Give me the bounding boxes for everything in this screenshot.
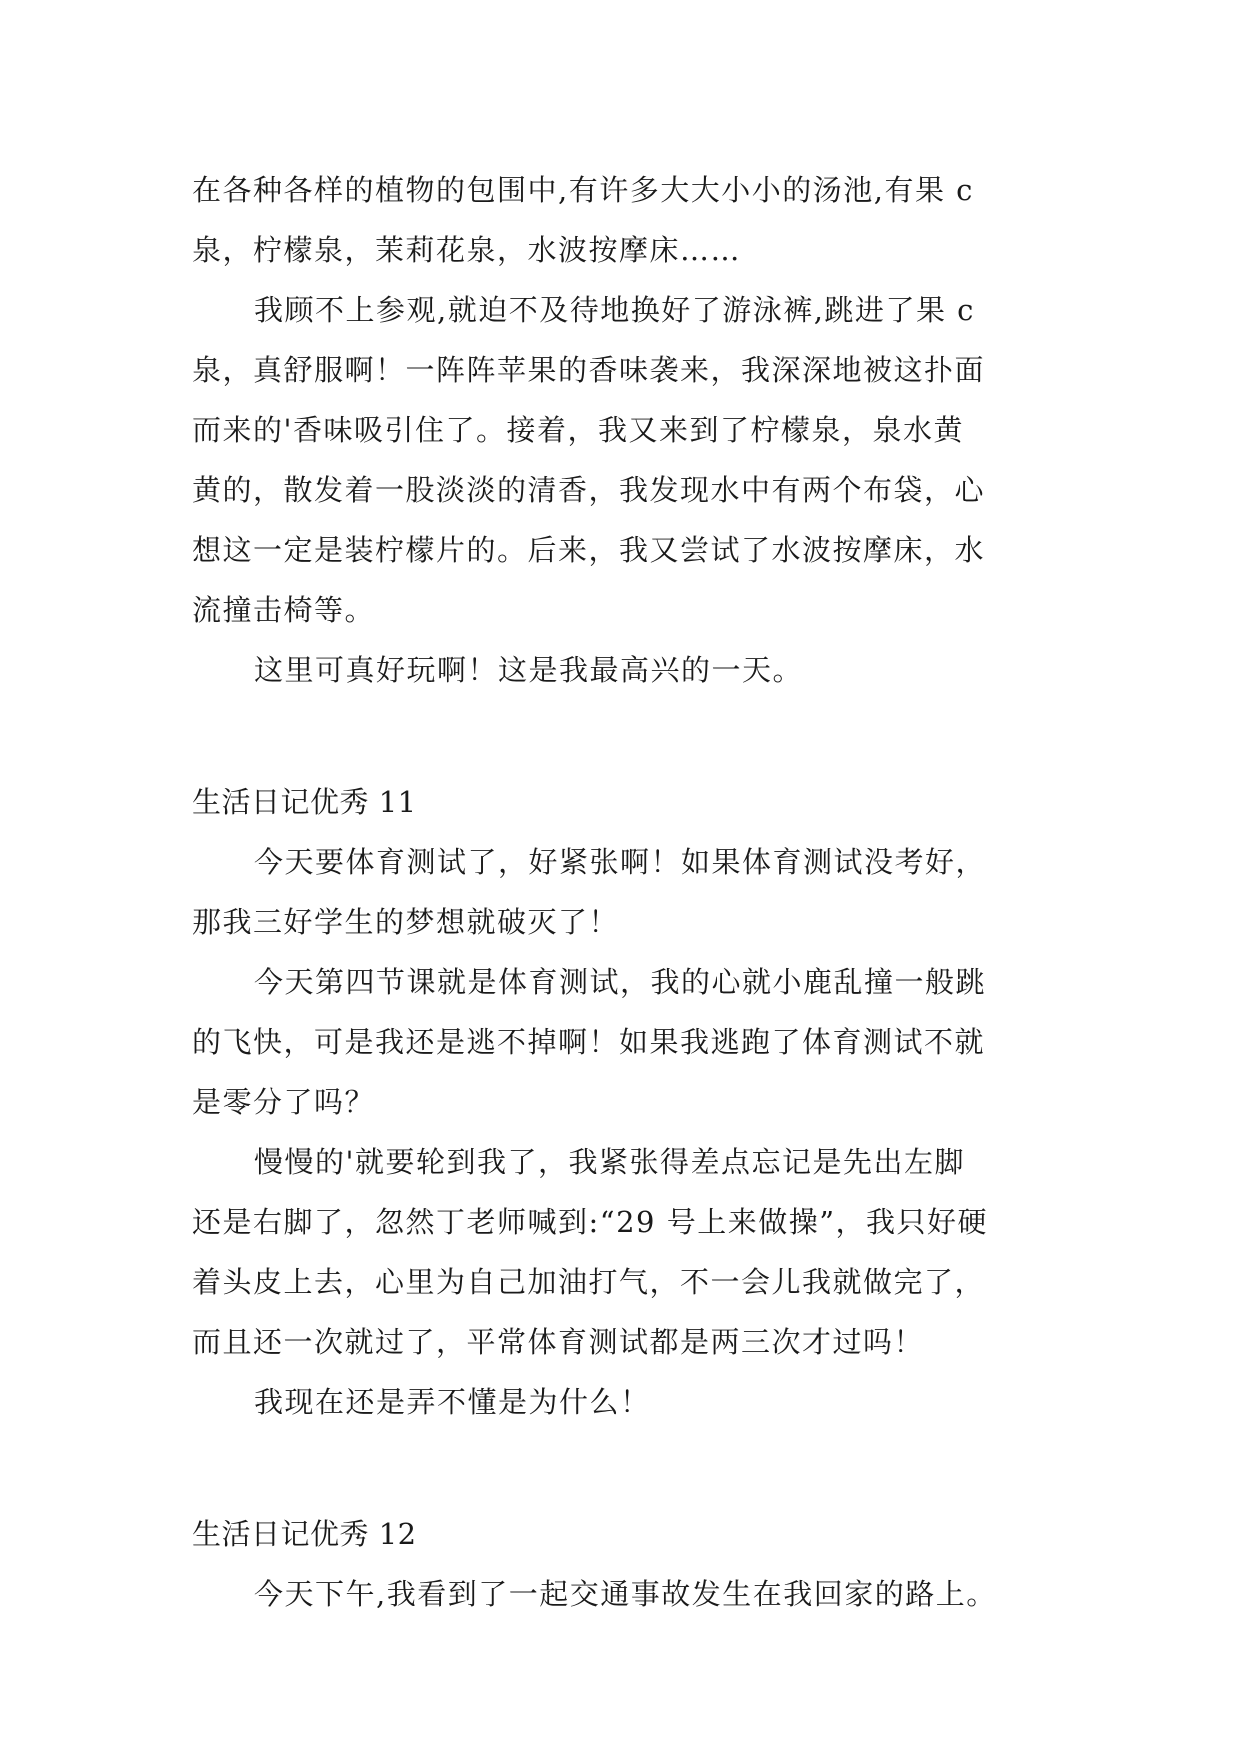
paragraph [192,1132,1052,1372]
section-spacer [192,700,1052,772]
text-line: 黄的，散发着一股淡淡的清香，我发现水中有两个布袋，心 [192,473,986,507]
section-12 [192,1504,1052,1624]
text-line: 今天要体育测试了，好紧张啊！如果体育测试没考好， [254,845,987,879]
text-line: 而且还一次就过了，平常体育测试都是两三次才过吗！ [192,1325,925,1359]
paragraph [192,1372,1052,1432]
text-line: 今天下午,我看到了一起交通事故发生在我回家的路上。 [254,1577,997,1611]
section-heading: 生活日记优秀 12 [192,1517,417,1551]
section-previous [192,160,1052,700]
section-spacer [192,1432,1052,1504]
text-line: 我顾不上参观,就迫不及待地换好了游泳裤,跳进了果 c [254,293,975,327]
section-11 [192,772,1052,1432]
section-heading: 生活日记优秀 11 [192,785,417,819]
text-line: 流撞击椅等。 [192,593,376,627]
text-line: 泉，柠檬泉，茉莉花泉，水波按摩床…… [192,233,742,267]
paragraph [192,280,1052,640]
text-line: 泉，真舒服啊！一阵阵苹果的香味袭来，我深深地被这扑面 [192,353,986,387]
text-line: 今天第四节课就是体育测试，我的心就小鹿乱撞一般跳 [254,965,987,999]
document-page [192,160,1052,1624]
paragraph [192,1564,1052,1624]
text-line: 在各种各样的植物的包围中,有许多大大小小的汤池,有果 c [192,173,974,207]
text-line: 那我三好学生的梦想就破灭了！ [192,905,620,939]
paragraph [192,640,1052,700]
text-line: 的飞快，可是我还是逃不掉啊！如果我逃跑了体育测试不就 [192,1025,986,1059]
paragraph [192,832,1052,952]
text-line: 慢慢的'就要轮到我了，我紧张得差点忘记是先出左脚 [254,1145,965,1179]
text-line: 想这一定是装柠檬片的。后来，我又尝试了水波按摩床，水 [192,533,986,567]
text-line: 是零分了吗？ [192,1085,376,1119]
text-line: 这里可真好玩啊！这是我最高兴的一天。 [254,653,804,687]
paragraph [192,160,1052,280]
text-line: 着头皮上去，心里为自己加油打气，不一会儿我就做完了， [192,1265,986,1299]
text-line: 而来的'香味吸引住了。接着，我又来到了柠檬泉，泉水黄 [192,413,964,447]
text-line: 还是右脚了，忽然丁老师喊到:“29 号上来做操”，我只好硬 [192,1205,989,1239]
paragraph [192,952,1052,1132]
text-line: 我现在还是弄不懂是为什么！ [254,1385,651,1419]
